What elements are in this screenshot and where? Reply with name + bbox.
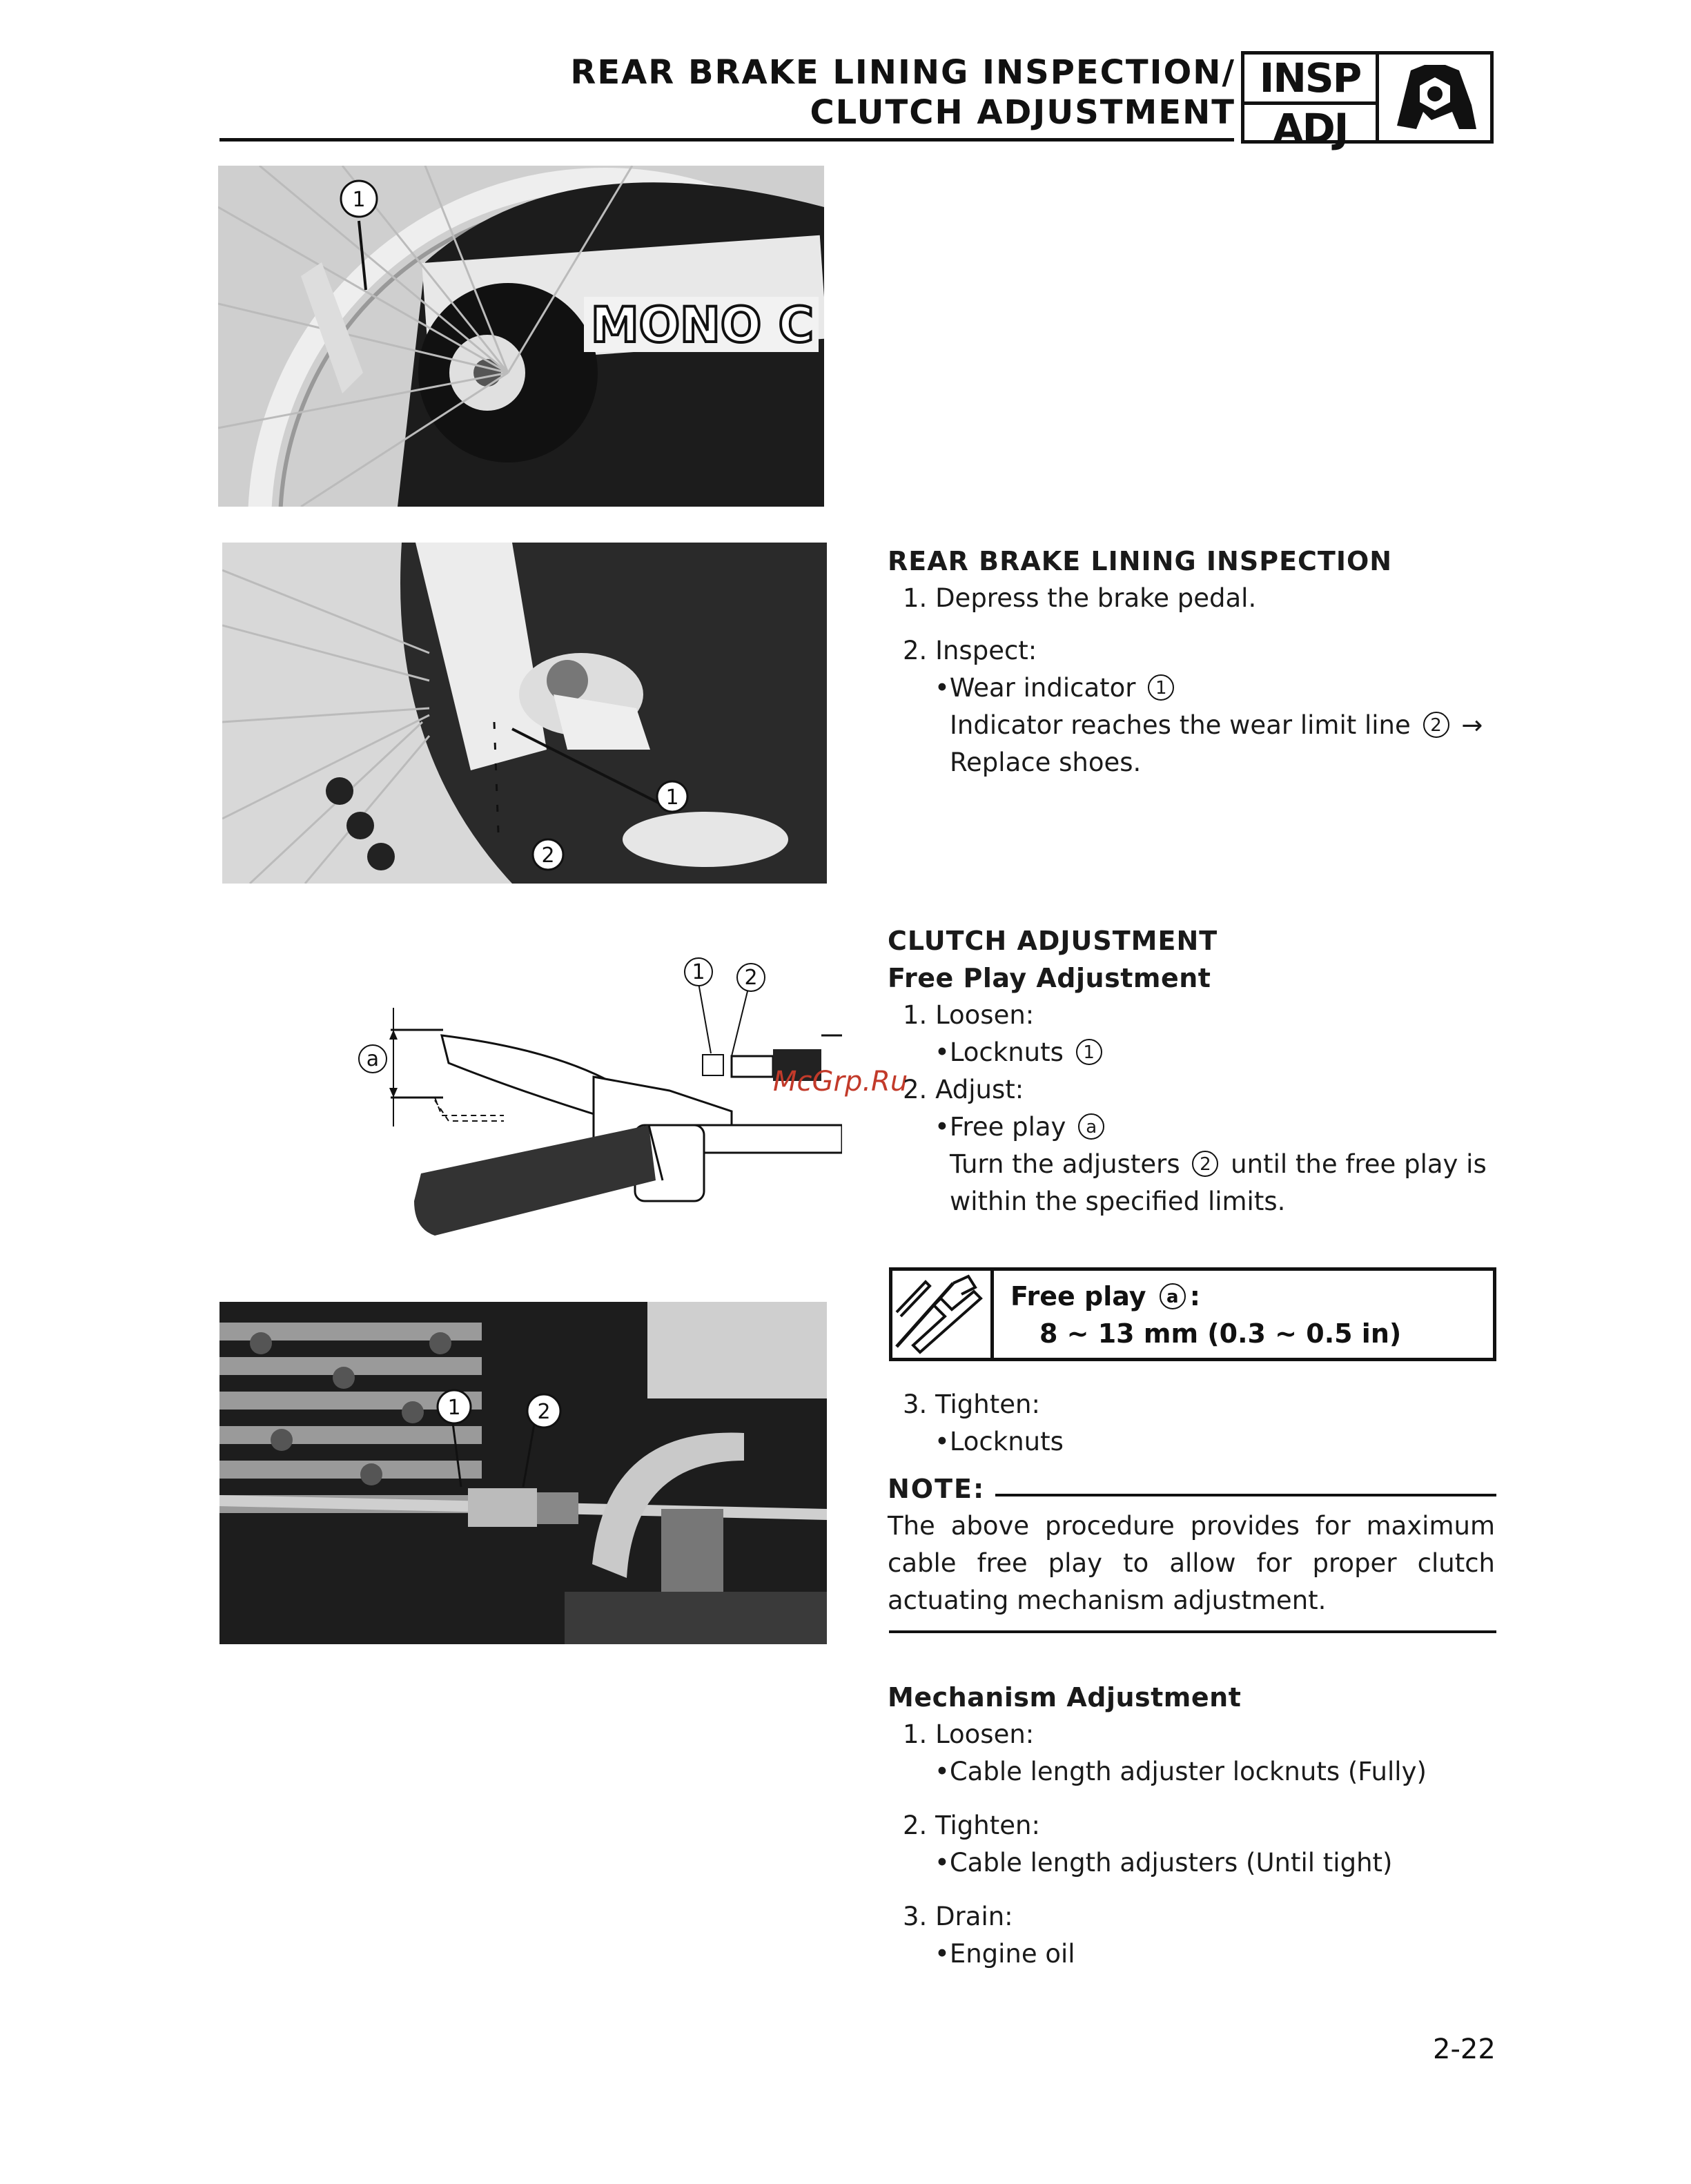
header-rule: [219, 138, 1234, 142]
spec-text: [994, 1271, 1418, 1358]
page-number: 2-22: [1433, 2034, 1496, 2065]
note-label-row: [888, 1470, 985, 1508]
spec-label: Free play: [1010, 1281, 1146, 1312]
note-text: The above procedure provides for maximum cable free play to allow for proper clutch actuating mechanism adjustment.: [888, 1511, 1495, 1615]
title-line-2: CLUTCH ADJUSTMENT: [810, 93, 1235, 132]
ref-circle-1: 1: [1076, 1039, 1102, 1065]
mech-step-1-bullet: •Cable length adjuster locknuts (Fully): [935, 1757, 1427, 1786]
clutch-heading: CLUTCH ADJUSTMENT: [888, 926, 1218, 956]
wrench-nut-icon: [1379, 55, 1490, 140]
note-bottom-rule: [889, 1630, 1496, 1633]
locknuts-bullet: [888, 1034, 1509, 1071]
wear-limit-line: [888, 707, 1509, 744]
spec-value: 8 ~ 13 mm (0.3 ~ 0.5 in): [1039, 1318, 1402, 1349]
wear-indicator-text: •Wear indicator: [935, 673, 1136, 703]
rear-brake-step-2: 2. Inspect:: [903, 636, 1037, 665]
ref-circle-a: a: [1160, 1283, 1186, 1309]
rear-brake-section: [888, 543, 1509, 781]
clutch-section: [888, 922, 1509, 1220]
clutch-step-2: 2. Adjust:: [903, 1075, 1024, 1104]
rear-brake-step-1: 1. Depress the brake pedal.: [903, 583, 1257, 613]
figure-wear-indicator-photo: [222, 543, 827, 884]
spec-label-line: [1010, 1278, 1401, 1315]
free-play-spec-box: [889, 1267, 1496, 1361]
locknuts-tighten-bullet: •Locknuts: [935, 1427, 1064, 1456]
figure-clutch-lever-drawing: [345, 953, 842, 1256]
free-play-bullet: [888, 1109, 1509, 1146]
callout-2: 2: [541, 844, 555, 868]
wear-indicator-bullet: [888, 670, 1509, 707]
callout-1: 1: [447, 1396, 461, 1420]
page-title: [570, 52, 1235, 133]
figure-brake-arm-photo: [218, 166, 824, 507]
mech-step-1: 1. Loosen:: [903, 1719, 1035, 1749]
callout-1: 1: [352, 188, 366, 212]
mech-step-2-bullet: •Cable length adjusters (Until tight): [935, 1848, 1393, 1878]
ref-circle-2: 2: [1423, 712, 1449, 738]
within-limits-text: within the specified limits.: [950, 1187, 1286, 1216]
mech-step-2: 2. Tighten:: [903, 1811, 1040, 1840]
callout-a: a: [366, 1047, 380, 1071]
mech-step-3-bullet: •Engine oil: [935, 1939, 1075, 1969]
callout-2: 2: [744, 966, 758, 990]
mech-step-3: 3. Drain:: [903, 1902, 1013, 1931]
mono-logo-text: MONO C: [591, 297, 814, 353]
tighten-section: [888, 1386, 1509, 1461]
mechanism-section: [888, 1679, 1509, 1973]
callout-1: 1: [692, 960, 705, 984]
turn-adjusters-text: Turn the adjusters: [950, 1149, 1180, 1179]
spec-colon: :: [1189, 1281, 1200, 1312]
locknuts-text: •Locknuts: [935, 1037, 1064, 1067]
section-badge: [1241, 51, 1494, 152]
wear-limit-text: Indicator reaches the wear limit line: [950, 710, 1411, 740]
watermark: McGrp.Ru: [773, 1066, 908, 1098]
clutch-step-1: 1. Loosen:: [903, 1000, 1035, 1030]
badge-insp: INSP: [1244, 55, 1376, 105]
badge-text: [1244, 55, 1379, 152]
title-line-1: REAR BRAKE LINING INSPECTION/: [570, 53, 1235, 92]
figure-cable-adjuster-photo: [219, 1302, 827, 1644]
note-label: NOTE:: [888, 1474, 986, 1504]
arrow-right-icon: →: [1461, 710, 1483, 740]
free-play-text: •Free play: [935, 1112, 1066, 1142]
callout-2: 2: [537, 1400, 551, 1424]
ref-circle-a: a: [1078, 1113, 1104, 1140]
callout-1: 1: [665, 786, 679, 810]
clutch-step-3: 3. Tighten:: [903, 1390, 1040, 1419]
replace-shoes-text: Replace shoes.: [950, 748, 1142, 777]
caliper-icon: [892, 1271, 994, 1358]
ref-circle-1: 1: [1148, 674, 1174, 701]
turn-adjusters-line: [888, 1146, 1509, 1183]
ref-circle-2: 2: [1192, 1151, 1218, 1177]
rear-brake-heading: REAR BRAKE LINING INSPECTION: [888, 546, 1393, 576]
until-free-play-text: until the free play is: [1231, 1149, 1487, 1179]
free-play-subheading: Free Play Adjustment: [888, 963, 1211, 993]
badge-adj: ADJ: [1272, 105, 1348, 152]
mechanism-heading: Mechanism Adjustment: [888, 1682, 1242, 1713]
note-top-rule: [995, 1494, 1496, 1496]
